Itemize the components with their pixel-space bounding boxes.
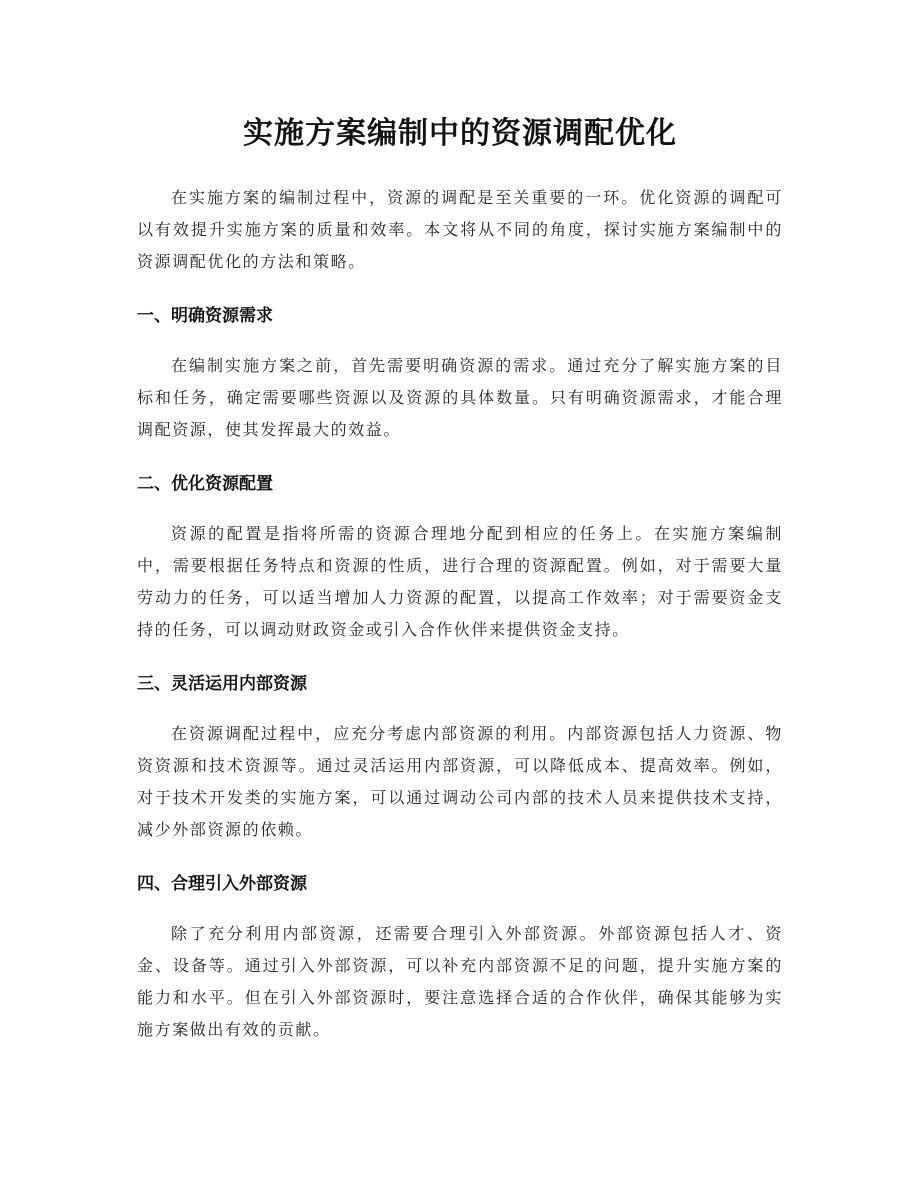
section-body-3: 在资源调配过程中，应充分考虑内部资源的利用。内部资源包括人力资源、物资资源和技术资源等。通过灵活运用内部资源，可以降低成本、提高效率。例如，对于技术开发类的实施方案，可以通过调动公司内部的技术人员来提供技术支持，减少外部资源的依赖。 [137,724,783,839]
section-body-1: 在编制实施方案之前，首先需要明确资源的需求。通过充分了解实施方案的目标和任务，确定需要哪些资源以及资源的具体数量。只有明确资源需求，才能合理调配资源，使其发挥最大的效益。 [137,356,783,439]
section-body-2: 资源的配置是指将所需的资源合理地分配到相应的任务上。在实施方案编制中，需要根据任务特点和资源的性质，进行合理的资源配置。例如，对于需要大量劳动力的任务，可以适当增加人力资源的配置，以提高工作效率；对于需要资金支持的任务，可以调动财政资金或引入合作伙伴来提供资金支持。 [137,524,783,639]
section-heading-2: 二、优化资源配置 [137,474,273,494]
section-heading-4: 四、合理引入外部资源 [137,874,307,894]
section-body-4: 除了充分利用内部资源，还需要合理引入外部资源。外部资源包括人才、资金、设备等。通过引入外部资源，可以补充内部资源不足的问题，提升实施方案的能力和水平。但在引入外部资源时，要注意选择合适的合作伙伴，确保其能够为实施方案做出有效的贡献。 [137,924,783,1039]
intro-paragraph: 在实施方案的编制过程中，资源的调配是至关重要的一环。优化资源的调配可以有效提升实施方案的质量和效率。本文将从不同的角度，探讨实施方案编制中的资源调配优化的方法和策略。 [137,188,783,271]
document-body [137,182,783,1046]
section-heading-3: 三、灵活运用内部资源 [137,674,307,694]
section-heading-1: 一、明确资源需求 [137,306,273,326]
document-title: 实施方案编制中的资源调配优化 [243,116,677,151]
